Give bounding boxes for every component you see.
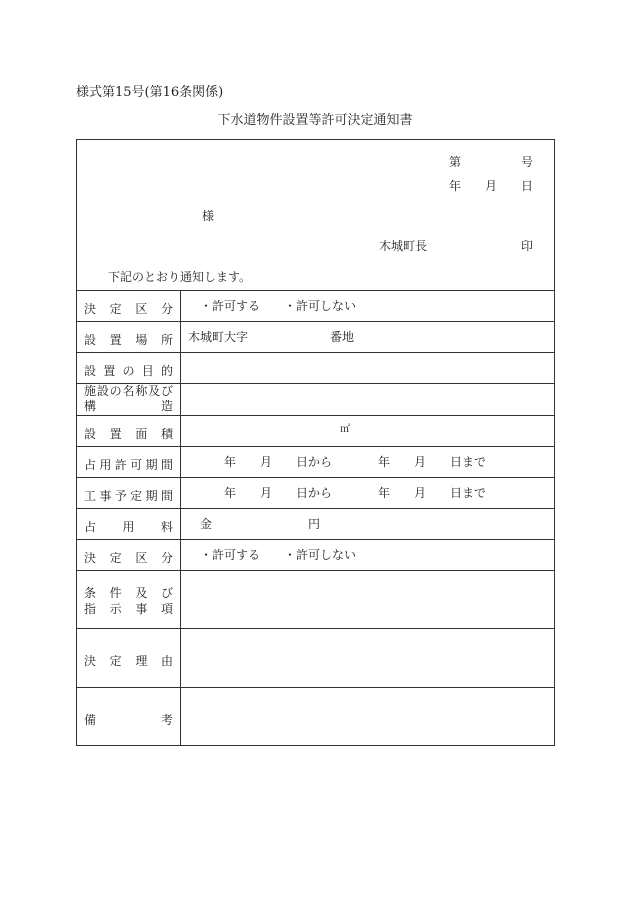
label-char: の: [109, 384, 122, 398]
label-conditions-line1: [84, 585, 173, 601]
label-fee: [84, 518, 173, 535]
fee-unit: 円: [308, 517, 321, 531]
occ-start-day: 日から: [296, 455, 333, 469]
date-year: 年: [449, 179, 462, 193]
notice-text: 下記のとおり通知します。: [108, 270, 252, 284]
number-prefix: 第: [449, 155, 462, 169]
label-char: 及: [148, 384, 161, 398]
label-construction-period: [84, 487, 173, 504]
label-char: 理: [135, 654, 148, 668]
label-char: 決: [84, 302, 97, 316]
row-divider: [76, 570, 555, 571]
option-permit-2[interactable]: ・許可する: [200, 548, 261, 562]
option-permit[interactable]: ・許可する: [200, 299, 261, 313]
con-start-day: 日から: [296, 486, 333, 500]
label-char: 積: [160, 427, 173, 441]
label-char: 所: [160, 333, 173, 347]
label-char: 決: [84, 551, 97, 565]
label-char: 事: [99, 489, 112, 503]
label-conditions-line2: [84, 601, 173, 617]
label-char: 許: [114, 458, 127, 472]
label-char: 及: [135, 586, 148, 600]
row-divider: [76, 352, 555, 353]
label-reason: [84, 652, 173, 669]
row-divider: [76, 539, 555, 540]
label-char: 称: [135, 384, 148, 398]
form-number: 様式第15号(第16条関係): [76, 85, 224, 100]
label-char: 場: [135, 333, 148, 347]
label-char: 工: [84, 489, 97, 503]
label-char: 由: [160, 654, 173, 668]
occ-end-month: 月: [414, 455, 427, 469]
label-purpose: [84, 362, 173, 379]
fee-prefix: 金: [200, 517, 213, 531]
label-facility: [84, 384, 173, 414]
label-char: 目: [141, 364, 154, 378]
occ-start-month: 月: [260, 455, 273, 469]
location-prefix: 木城町大字: [188, 330, 249, 344]
label-area: [84, 425, 173, 442]
row-divider: [76, 415, 555, 416]
con-end-month: 月: [414, 486, 427, 500]
option-deny[interactable]: ・許可しない: [284, 299, 357, 313]
label-char: 置: [109, 333, 122, 347]
seal-mark: 印: [521, 239, 534, 253]
label-char: 設: [96, 384, 109, 398]
label-decision-type: [84, 300, 173, 317]
row-divider: [76, 687, 555, 688]
label-char: 置: [109, 427, 122, 441]
label-char: 置: [103, 364, 116, 378]
label-char: 考: [160, 713, 173, 727]
label-char: 設: [84, 427, 97, 441]
label-char: 間: [160, 489, 173, 503]
label-char: 件: [109, 586, 122, 600]
row-divider: [76, 290, 555, 291]
label-char: 期: [145, 458, 158, 472]
label-char: び: [160, 384, 173, 398]
label-char: 定: [109, 551, 122, 565]
label-char: 造: [160, 399, 173, 413]
label-char: 備: [84, 713, 97, 727]
row-divider: [76, 628, 555, 629]
label-char: 用: [122, 520, 135, 534]
occ-start-year: 年: [224, 455, 237, 469]
label-char: 用: [99, 458, 112, 472]
label-decision-type-2: [84, 549, 173, 566]
label-char: 分: [160, 551, 173, 565]
label-char: 間: [160, 458, 173, 472]
area-unit: ㎡: [340, 424, 350, 435]
occ-end-day: 日まで: [450, 455, 487, 469]
label-char: 決: [84, 654, 97, 668]
column-divider: [180, 290, 181, 746]
label-char: 分: [160, 302, 173, 316]
label-char: 条: [84, 586, 97, 600]
row-divider: [76, 446, 555, 447]
label-char: び: [160, 586, 173, 600]
label-facility-line1: [84, 384, 173, 399]
issuer: 木城町長: [379, 239, 428, 253]
label-char: 的: [160, 364, 173, 378]
label-char: 項: [160, 602, 173, 616]
label-char: 面: [135, 427, 148, 441]
label-char: 設: [84, 333, 97, 347]
option-deny-2[interactable]: ・許可しない: [284, 548, 357, 562]
recipient-suffix: 様: [202, 209, 215, 223]
label-char: 定: [130, 489, 143, 503]
label-char: 構: [84, 399, 97, 413]
label-char: 定: [109, 654, 122, 668]
label-char: 設: [84, 364, 97, 378]
label-char: 料: [160, 520, 173, 534]
label-char: 示: [109, 602, 122, 616]
con-start-year: 年: [224, 486, 237, 500]
label-location: [84, 331, 173, 348]
row-divider: [76, 477, 555, 478]
label-occupancy-period: [84, 456, 173, 473]
con-start-month: 月: [260, 486, 273, 500]
location-suffix: 番地: [330, 330, 355, 344]
date-month: 月: [485, 179, 498, 193]
label-char: 事: [135, 602, 148, 616]
con-end-year: 年: [378, 486, 391, 500]
number-suffix: 号: [521, 155, 534, 169]
label-char: 定: [109, 302, 122, 316]
label-char: 名: [122, 384, 135, 398]
document-title: 下水道物件設置等許可決定通知書: [217, 113, 413, 128]
label-char: 指: [84, 602, 97, 616]
label-char: 占: [84, 458, 97, 472]
label-char: 区: [135, 551, 148, 565]
label-char: の: [122, 364, 135, 378]
row-divider: [76, 508, 555, 509]
date-day: 日: [521, 179, 534, 193]
label-facility-line2: [84, 399, 173, 414]
occ-end-year: 年: [378, 455, 391, 469]
label-char: 区: [135, 302, 148, 316]
label-char: 可: [130, 458, 143, 472]
label-remarks: [84, 711, 173, 728]
label-conditions: [84, 585, 173, 617]
label-char: 予: [114, 489, 127, 503]
con-end-day: 日まで: [450, 486, 487, 500]
label-char: 占: [84, 520, 97, 534]
label-char: 施: [84, 384, 97, 398]
label-char: 期: [145, 489, 158, 503]
row-divider: [76, 321, 555, 322]
